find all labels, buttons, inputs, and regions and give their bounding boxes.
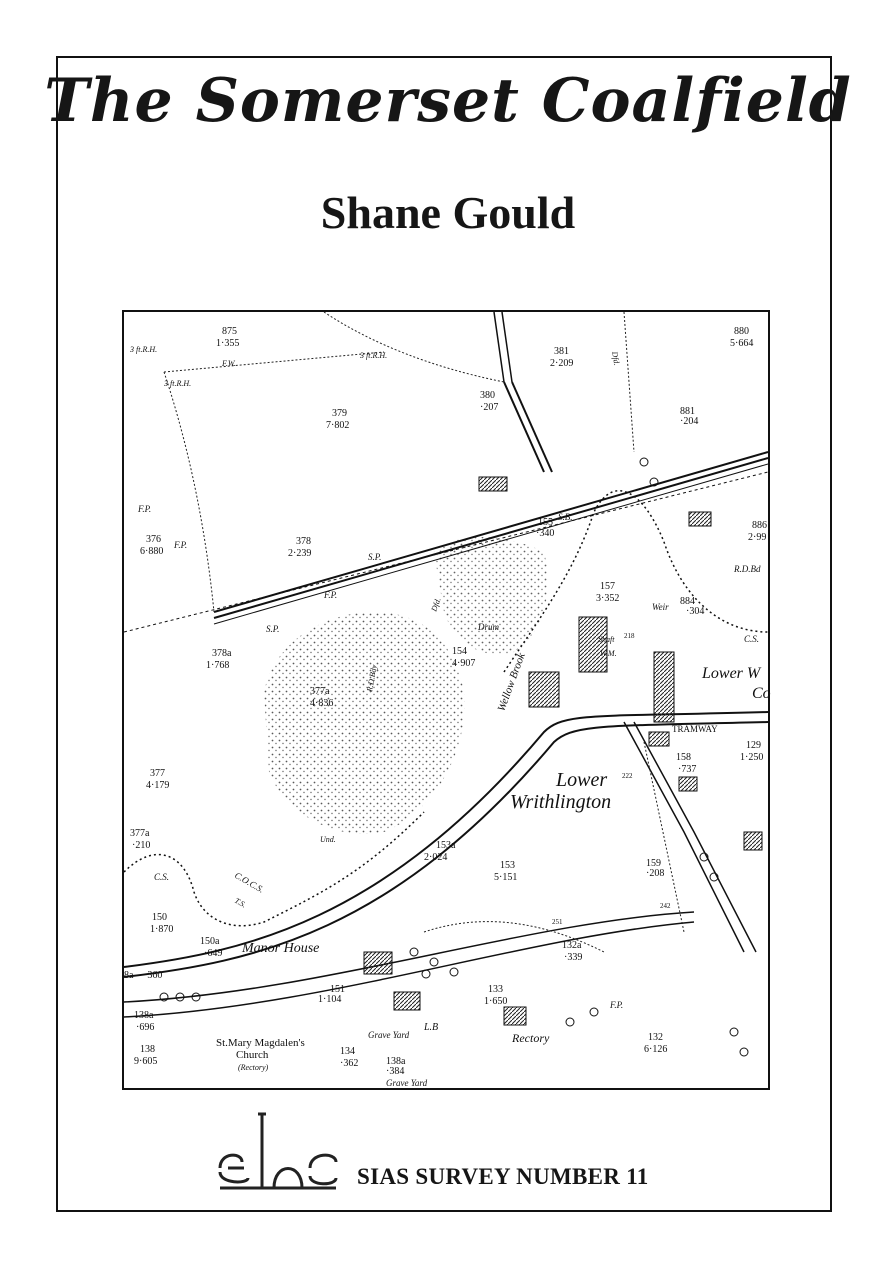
svg-text:134: 134 (340, 1046, 355, 1057)
svg-text:886: 886 (752, 520, 767, 531)
svg-text:1·355: 1·355 (216, 338, 240, 349)
svg-text:Shaft: Shaft (598, 635, 615, 644)
svg-text:2·024: 2·024 (424, 852, 448, 863)
svg-text:132a: 132a (562, 940, 582, 951)
svg-text:Co: Co (752, 685, 771, 702)
svg-text:880: 880 (734, 326, 749, 337)
sias-logo-icon (218, 1112, 338, 1192)
svg-text:5·151: 5·151 (494, 872, 518, 883)
svg-text:Dfd.: Dfd. (610, 350, 622, 367)
svg-text:Wellow Brook: Wellow Brook (495, 651, 528, 714)
svg-text:S.P.: S.P. (368, 552, 382, 562)
svg-text:Lower: Lower (556, 769, 608, 791)
svg-text:157: 157 (600, 581, 615, 592)
svg-text:379: 379 (332, 408, 347, 419)
svg-text:2·209: 2·209 (550, 358, 574, 369)
svg-text:R.D.Bdy: R.D.Bdy (365, 664, 379, 693)
svg-text:875: 875 (222, 326, 237, 337)
svg-text:378a: 378a (212, 648, 232, 659)
svg-text:378: 378 (296, 536, 311, 547)
svg-text:Weir: Weir (652, 602, 669, 612)
svg-text:F.P.: F.P. (324, 590, 338, 600)
svg-text:(Rectory): (Rectory) (238, 1063, 269, 1072)
svg-text:380: 380 (480, 390, 495, 401)
svg-text:·360: ·360 (144, 970, 163, 981)
svg-text:·340: ·340 (536, 528, 555, 539)
svg-text:F.P.: F.P. (174, 540, 188, 550)
svg-text:133: 133 (488, 984, 503, 995)
svg-text:218: 218 (624, 632, 635, 640)
svg-text:8a: 8a (124, 970, 134, 981)
spoil-heap (264, 612, 464, 834)
svg-text:1·650: 1·650 (484, 996, 508, 1007)
svg-text:150a: 150a (200, 936, 220, 947)
svg-text:C.O.C.S.: C.O.C.S. (233, 870, 266, 895)
svg-text:4·907: 4·907 (452, 658, 476, 669)
svg-text:·362: ·362 (340, 1058, 359, 1069)
svg-text:TRAMWAY: TRAMWAY (672, 724, 718, 734)
svg-text:Und.: Und. (320, 835, 336, 844)
svg-text:138a: 138a (134, 1010, 154, 1021)
svg-text:Grave Yard: Grave Yard (368, 1030, 410, 1040)
svg-text:1·104: 1·104 (318, 994, 342, 1005)
svg-text:·210: ·210 (132, 840, 151, 851)
svg-text:884: 884 (680, 596, 695, 607)
svg-text:·204: ·204 (680, 416, 699, 427)
svg-text:L.B: L.B (424, 1022, 439, 1033)
svg-text:9·605: 9·605 (134, 1056, 158, 1067)
svg-text:·208: ·208 (646, 868, 665, 879)
svg-text:1·870: 1·870 (150, 924, 174, 935)
svg-text:154: 154 (452, 646, 467, 657)
svg-text:4·179: 4·179 (146, 780, 170, 791)
svg-text:Church: Church (236, 1049, 269, 1061)
svg-text:6·880: 6·880 (140, 546, 164, 557)
cover-map (122, 310, 770, 1090)
svg-text:Dfd.: Dfd. (429, 596, 443, 613)
svg-text:5·664: 5·664 (730, 338, 754, 349)
svg-text:1·250: 1·250 (740, 752, 764, 763)
svg-text:·339: ·339 (564, 952, 583, 963)
svg-text:138a: 138a (386, 1056, 406, 1067)
svg-text:159: 159 (646, 858, 661, 869)
svg-text:Manor House: Manor House (242, 941, 320, 956)
svg-text:129: 129 (746, 740, 761, 751)
svg-text:6·126: 6·126 (644, 1044, 668, 1055)
svg-text:251: 251 (552, 918, 563, 926)
svg-text:151: 151 (330, 984, 345, 995)
svg-text:·207: ·207 (480, 402, 499, 413)
svg-text:381: 381 (554, 346, 569, 357)
svg-text:2·239: 2·239 (288, 548, 312, 559)
svg-text:3·352: 3·352 (596, 593, 620, 604)
svg-text:7·802: 7·802 (326, 420, 350, 431)
svg-text:S.B.: S.B. (558, 512, 573, 522)
svg-text:S.P.: S.P. (266, 624, 280, 634)
svg-text:242: 242 (660, 902, 671, 910)
svg-text:138: 138 (140, 1044, 155, 1055)
svg-text:153a: 153a (436, 840, 456, 851)
svg-text:222: 222 (622, 772, 633, 780)
svg-text:W.M.: W.M. (600, 649, 617, 658)
svg-text:2·99: 2·99 (748, 532, 767, 543)
svg-text:C.S.: C.S. (154, 872, 170, 882)
svg-text:1·768: 1·768 (206, 660, 230, 671)
svg-text:·649: ·649 (204, 948, 223, 959)
svg-text:155: 155 (538, 517, 553, 528)
svg-text:150: 150 (152, 912, 167, 923)
svg-text:St.Mary Magdalen's: St.Mary Magdalen's (216, 1037, 305, 1049)
svg-text:·384: ·384 (386, 1066, 405, 1077)
svg-text:Lower W: Lower W (702, 665, 761, 682)
svg-text:Drum: Drum (478, 622, 500, 632)
svg-text:376: 376 (146, 534, 161, 545)
svg-text:3 ft.R.H.: 3 ft.R.H. (164, 379, 192, 388)
svg-text:377a: 377a (130, 828, 150, 839)
svg-text:T.S.: T.S. (233, 895, 248, 910)
svg-text:4·836: 4·836 (310, 698, 334, 709)
svg-text:C.S.: C.S. (744, 634, 760, 644)
svg-text:3 ft.R.H.: 3 ft.R.H. (360, 351, 388, 360)
map-drawing (124, 312, 771, 1088)
svg-text:·737: ·737 (678, 764, 697, 775)
svg-text:132: 132 (648, 1032, 663, 1043)
svg-text:Writhlington: Writhlington (510, 791, 612, 813)
svg-text:F.W.: F.W. (222, 359, 236, 368)
svg-text:F.P.: F.P. (610, 1000, 624, 1010)
svg-text:3 ft.R.H.: 3 ft.R.H. (130, 345, 158, 354)
svg-text:·696: ·696 (136, 1022, 155, 1033)
svg-text:377: 377 (150, 768, 165, 779)
svg-text:881: 881 (680, 406, 695, 417)
svg-text:R.D.Bd: R.D.Bd (734, 564, 761, 574)
series-label: SIAS SURVEY NUMBER 11 (357, 1164, 649, 1189)
spoil-heap-upper (434, 537, 548, 655)
svg-text:153: 153 (500, 860, 515, 871)
cover-author: Shane Gould (320, 187, 576, 238)
svg-text:F.P.: F.P. (138, 504, 152, 514)
svg-text:377a: 377a (310, 686, 330, 697)
svg-text:158: 158 (676, 752, 691, 763)
svg-text:·304: ·304 (686, 606, 705, 617)
svg-text:Rectory: Rectory (512, 1031, 550, 1045)
svg-text:Grave Yard: Grave Yard (386, 1078, 428, 1088)
cover-title: The Somerset Coalfield (44, 66, 852, 136)
